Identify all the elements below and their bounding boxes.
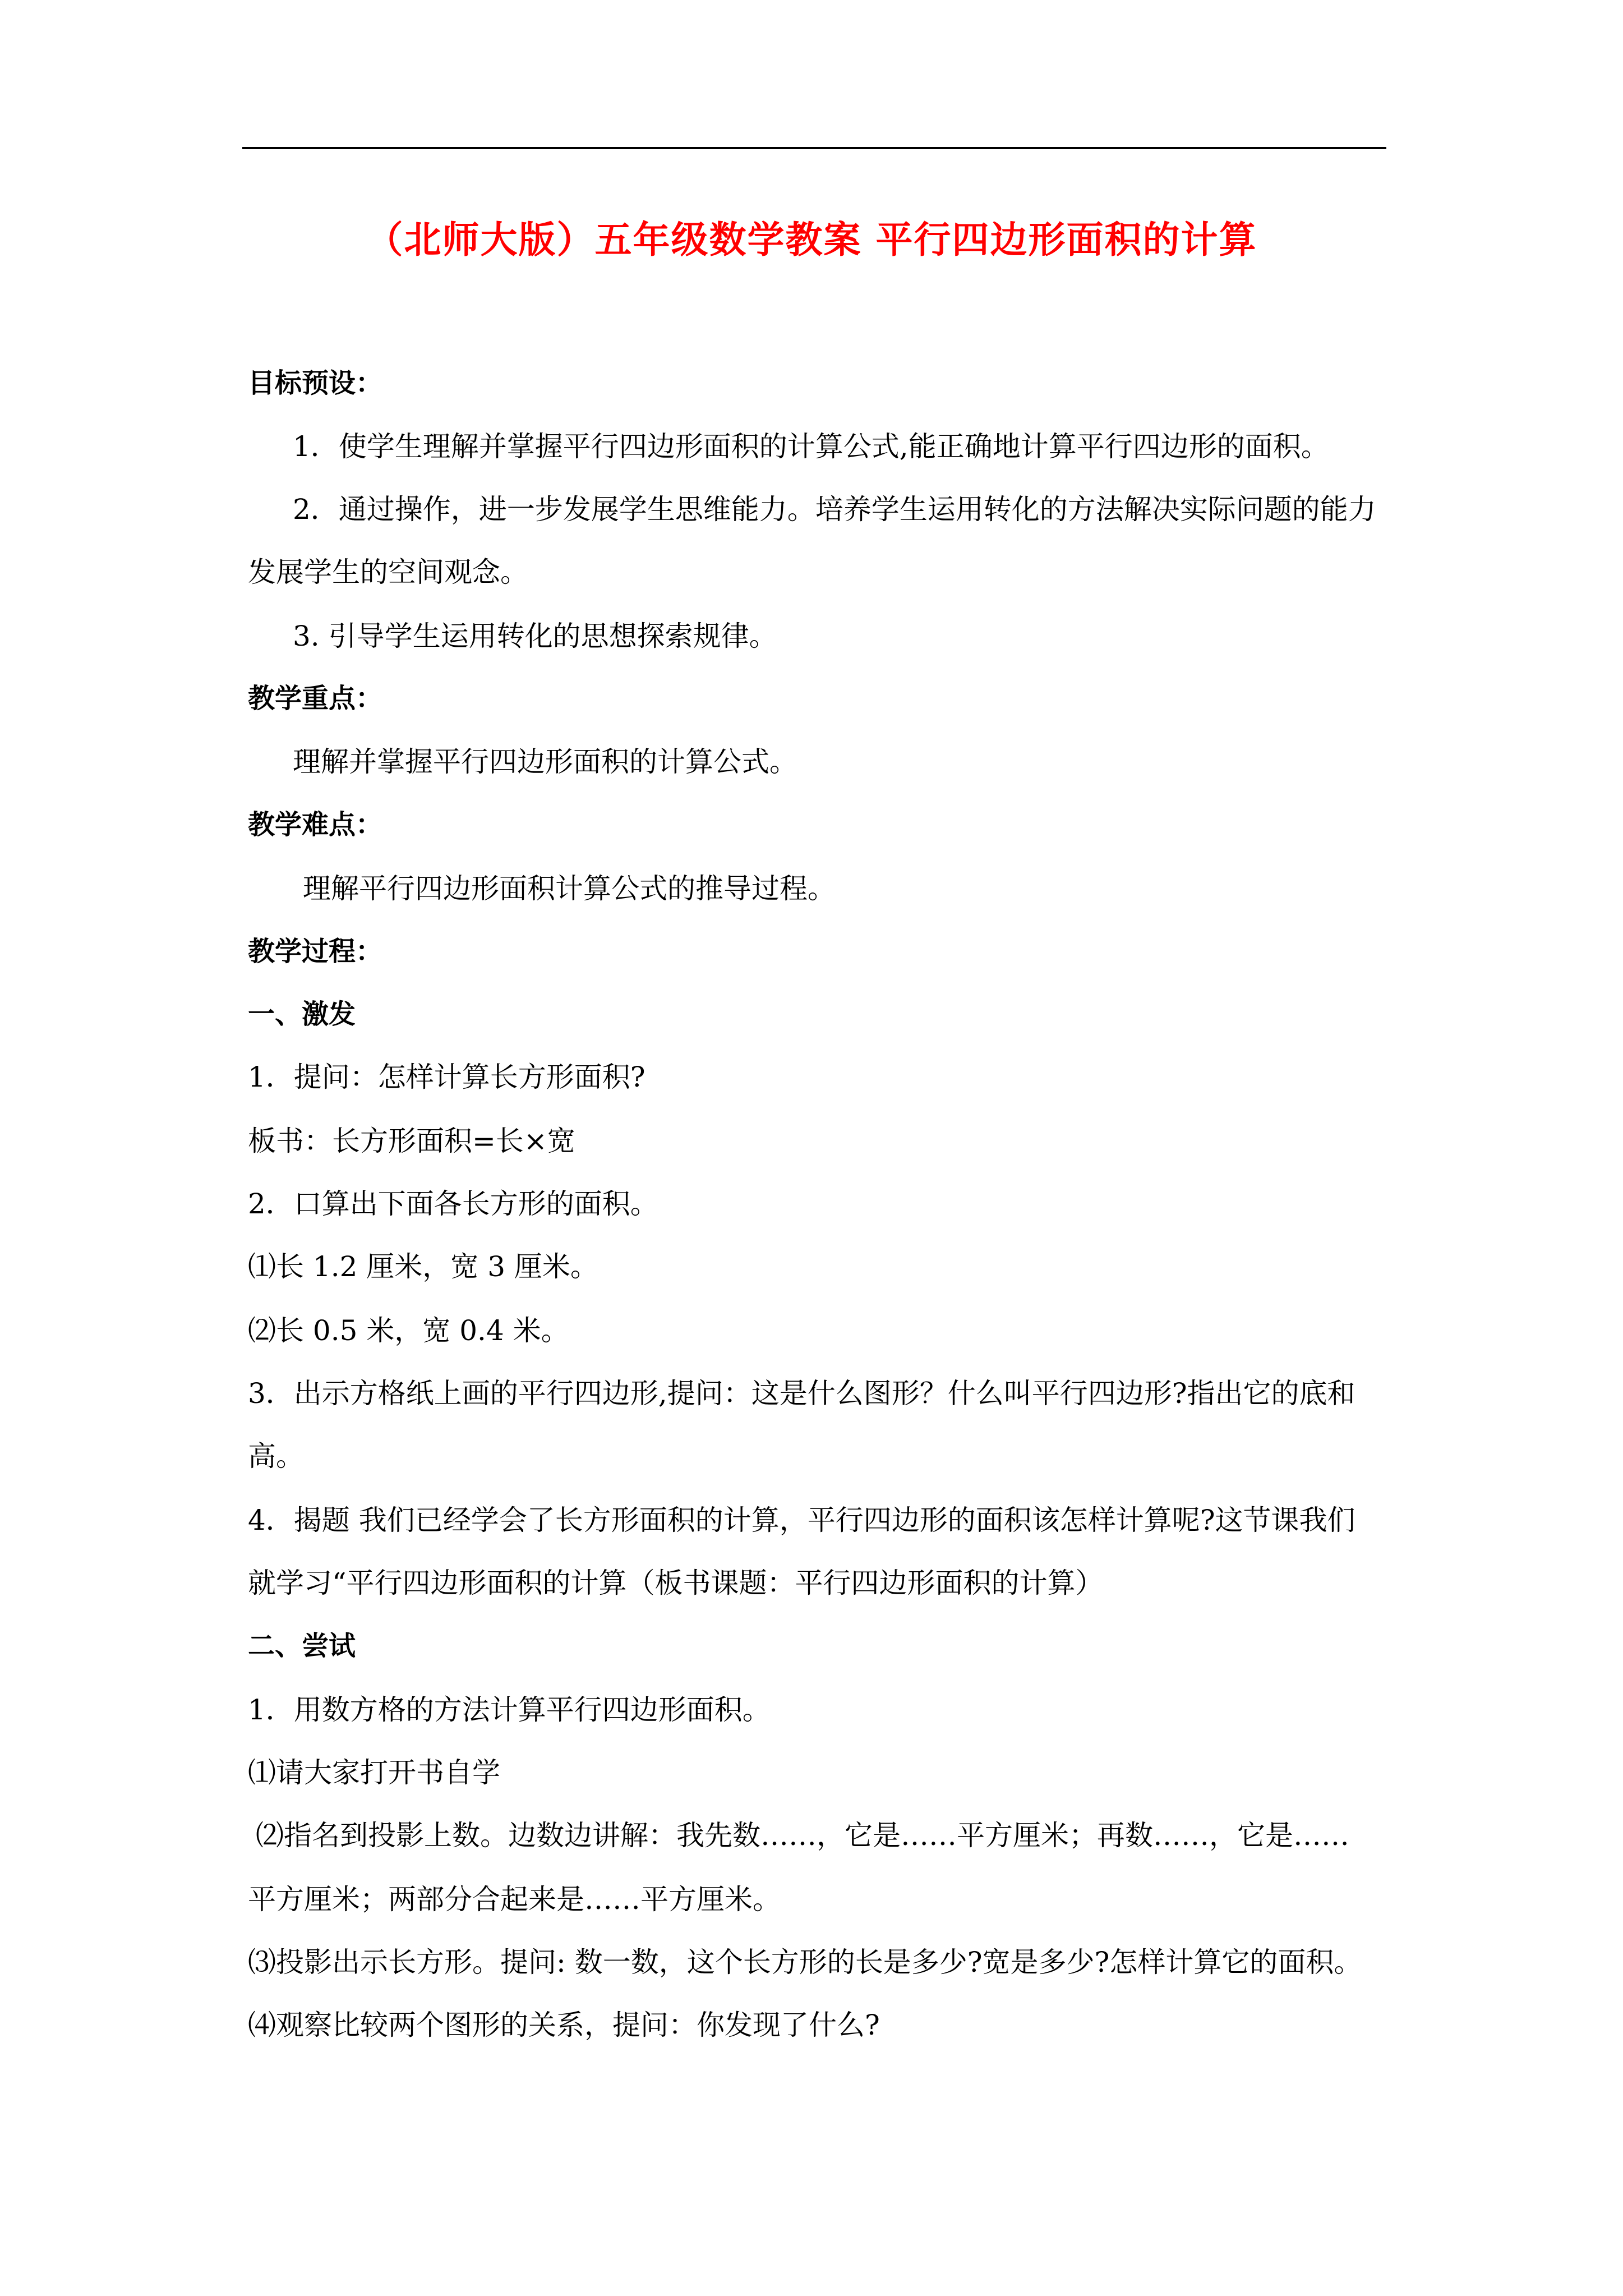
section-heading: 教学重点：	[248, 683, 383, 714]
paragraph-line: 1．用数方格的方法计算平行四边形面积。	[248, 1694, 771, 1726]
paragraph-line: 1．提问：怎样计算长方形面积?	[248, 1061, 645, 1093]
paragraph-line: 2．通过操作，进一步发展学生思维能力。培养学生运用转化的方法解决实际问题的能力	[293, 493, 1376, 526]
paragraph-line: 理解平行四边形面积计算公式的推导过程。	[303, 872, 836, 905]
section-heading: 教学难点：	[248, 809, 383, 840]
paragraph-line: 平方厘米；两部分合起来是……平方厘米。	[248, 1883, 781, 1916]
paragraph-line: 2．口算出下面各长方形的面积。	[248, 1188, 658, 1220]
paragraph-line: 板书：长方形面积=长×宽	[248, 1125, 575, 1157]
paragraph-line: 高。	[248, 1440, 304, 1473]
paragraph-line: 发展学生的空间观念。	[248, 556, 528, 588]
paragraph-line: 1．使学生理解并掌握平行四边形面积的计算公式,能正确地计算平行四边形的面积。	[293, 430, 1329, 463]
section-heading: 一、激发	[248, 999, 356, 1030]
paragraph-line: ⑴长 1.2 厘米，宽 3 厘米。	[248, 1250, 598, 1283]
paragraph-line: 理解并掌握平行四边形面积的计算公式。	[293, 746, 797, 778]
section-heading: 教学过程：	[248, 936, 383, 967]
paragraph-line: ⑷观察比较两个图形的关系，提问：你发现了什么?	[248, 2009, 880, 2041]
paragraph-line: 3．出示方格纸上画的平行四边形,提问：这是什么图形？什么叫平行四边形?指出它的底和	[248, 1377, 1355, 1410]
paragraph-line: ⑴请大家打开书自学	[248, 1756, 500, 1789]
header-rule	[242, 147, 1386, 149]
paragraph-line: 4．揭题 我们已经学会了长方形面积的计算，平行四边形的面积该怎样计算呢?这节课我们	[248, 1504, 1355, 1536]
paragraph-line: ⑵长 0.5 米，宽 0.4 米。	[248, 1314, 569, 1347]
paragraph-line: 3. 引导学生运用转化的思想探索规律。	[293, 620, 777, 652]
paragraph-line: ⑶投影出示长方形。提问: 数一数，这个长方形的长是多少?宽是多少?怎样计算它的面积。	[248, 1946, 1362, 1978]
document-title: （北师大版）五年级数学教案 平行四边形面积的计算	[366, 218, 1257, 261]
section-heading: 二、尝试	[248, 1630, 356, 1662]
paragraph-line: 就学习“平行四边形面积的计算（板书课题：平行四边形面积的计算）	[248, 1567, 1104, 1599]
paragraph-line: ⑵指名到投影上数。边数边讲解：我先数……，它是……平方厘米；再数……，它是……	[256, 1819, 1349, 1852]
section-heading: 目标预设：	[248, 367, 383, 399]
